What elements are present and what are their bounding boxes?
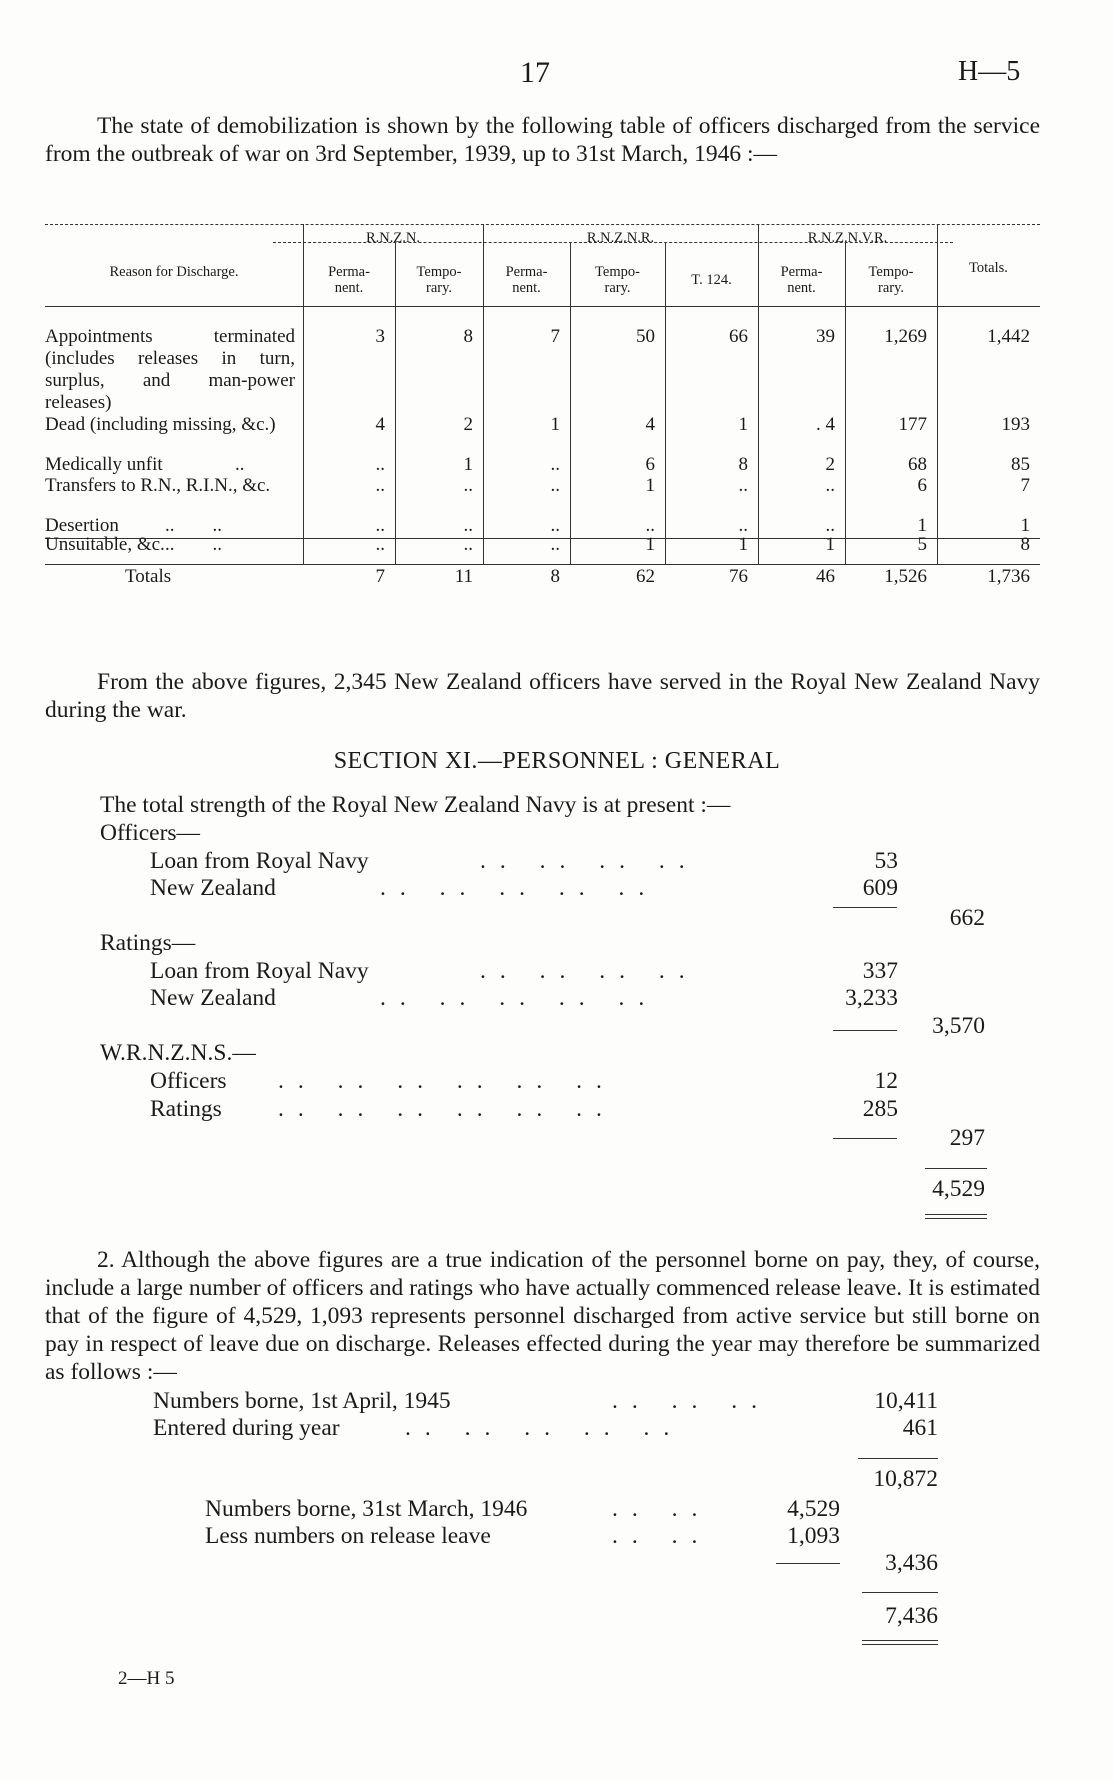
table-cell: .. — [463, 475, 473, 496]
table-cell: 1 — [1020, 515, 1030, 536]
borne-1945-label: Numbers borne, 1st April, 1945 — [153, 1388, 451, 1414]
group-header-rnzn: R.N.Z.N. — [366, 230, 420, 246]
table-cell: 6 — [645, 454, 655, 475]
section-title: SECTION XI.—PERSONNEL : GENERAL — [333, 748, 781, 774]
entered-value: 461 — [902, 1415, 938, 1441]
borne-1946-value: 4,529 — [787, 1496, 840, 1522]
wrnzns-ratings-value: 285 — [862, 1096, 898, 1122]
leader-dots: .. .. — [612, 1523, 712, 1549]
subheader: Perma- nent. — [328, 264, 370, 296]
subheader: Tempo- rary. — [595, 264, 640, 296]
table-cell: .. — [738, 515, 748, 536]
table-row-reason: Unsuitable, &c. — [45, 534, 165, 555]
totals-cell: 7 — [375, 566, 385, 587]
leader-dots: .. .. .. .. — [480, 958, 699, 984]
group-header-rnznr: R.N.Z.N.R. — [586, 230, 655, 246]
table-cell: .. — [375, 475, 385, 496]
table-cell: 85 — [1011, 454, 1030, 475]
table-cell: 1 — [917, 515, 927, 536]
table-cell: 8 — [738, 454, 748, 475]
officers-loan-label: Loan from Royal Navy — [150, 848, 369, 874]
less-value: 1,093 — [787, 1523, 840, 1549]
table-cell: .. — [738, 475, 748, 496]
ratings-label: Ratings— — [100, 930, 196, 956]
difference-value: 3,436 — [885, 1550, 938, 1576]
table-cell: .. — [550, 475, 560, 496]
table-cell: .. — [550, 534, 560, 555]
double-rule — [925, 1218, 987, 1219]
wrnzns-officers-label: Officers — [150, 1068, 227, 1094]
officers-loan-value: 53 — [874, 848, 898, 874]
page-code: H—5 — [958, 56, 1021, 87]
intro-text: The state of demobilization is shown by the following table of officers discharged from the service from the outbreak of war on 3rd September, 1939, up to 31st March, 1946 :— — [45, 113, 1040, 167]
leader-dots: .. .. .. .. .. — [380, 875, 659, 901]
page-number: 17 — [520, 56, 550, 89]
table-cell: .. — [550, 454, 560, 475]
table-cell: .. — [645, 515, 655, 536]
wrnzns-label: W.R.N.Z.N.S.— — [100, 1040, 256, 1066]
table-cell: .. — [463, 534, 473, 555]
table-row-reason: Appointments terminated (includes releases in turn, surplus, and man-power releases) — [45, 326, 295, 413]
totals-cell: 46 — [816, 566, 835, 587]
table-cell: 4 — [375, 414, 385, 435]
subheader: Tempo- rary. — [416, 264, 462, 296]
ratings-total: 3,570 — [932, 1013, 985, 1039]
leader-dots: .. .. — [165, 534, 222, 555]
table-cell: .. — [825, 475, 835, 496]
totals-cell: 62 — [636, 566, 655, 587]
table-cell: 2 — [825, 454, 835, 475]
subheader: Tempo- rary. — [868, 264, 914, 296]
leader-dots: .. .. .. — [612, 1388, 771, 1414]
totals-cell: 11 — [454, 566, 473, 587]
ratings-nz-label: New Zealand — [150, 985, 276, 1011]
double-rule — [925, 1214, 987, 1215]
table-cell: .. — [375, 454, 385, 475]
officers-label: Officers— — [100, 820, 201, 846]
discharge-table — [45, 224, 1040, 662]
table-cell: 1,269 — [884, 326, 927, 347]
leader-dots: .. .. — [612, 1496, 712, 1522]
leader-dots: .. .. .. .. .. .. — [278, 1068, 616, 1094]
entered-label: Entered during year — [153, 1415, 340, 1441]
leader-dots: .. .. .. .. .. — [380, 985, 659, 1011]
paragraph-2-text: 2. Although the above figures are a true indication of the personnel borne on pay, they, of course, include a large number of officers and ratings who have actually commenced release leave. It is estimated that of the figure of 4,529, 1,093 represents personnel discharged from active service but still borne on pay in respect of leave due on discharge. Releases effected during the year may therefore be summarized as follows :— — [45, 1247, 1040, 1385]
totals-cell: 1,736 — [987, 566, 1030, 587]
rule — [862, 1592, 938, 1593]
result-value: 7,436 — [885, 1603, 938, 1629]
table-row-reason: Dead (including missing, &c.) — [45, 414, 276, 435]
table-cell: 4 — [645, 414, 655, 435]
table-cell: 193 — [1001, 414, 1030, 435]
ratings-loan-label: Loan from Royal Navy — [150, 958, 369, 984]
table-cell: .. — [375, 515, 385, 536]
group-header-rnznvr: R.N.Z.N.V.R. — [807, 230, 888, 246]
table-cell: 8 — [1020, 534, 1030, 555]
table-cell: 1 — [645, 534, 655, 555]
officers-nz-value: 609 — [862, 875, 898, 901]
totals-cell: 1,526 — [884, 566, 927, 587]
double-rule — [862, 1640, 938, 1641]
table-cell: 50 — [636, 326, 655, 347]
borne-1945-value: 10,411 — [874, 1388, 938, 1414]
table-cell: 2 — [463, 414, 473, 435]
less-label: Less numbers on release leave — [205, 1523, 491, 1549]
table-cell: 66 — [729, 326, 748, 347]
wrnzns-ratings-label: Ratings — [150, 1096, 222, 1122]
table-cell: 6 — [917, 475, 927, 496]
officers-nz-label: New Zealand — [150, 875, 276, 901]
ratings-nz-value: 3,233 — [845, 985, 898, 1011]
table-cell: 5 — [917, 534, 927, 555]
table-cell: 1 — [738, 534, 748, 555]
totals-header: Totals. — [969, 260, 1008, 276]
strength-intro: The total strength of the Royal New Zealand Navy is at present :— — [100, 792, 731, 818]
totals-label: Totals — [125, 566, 172, 587]
table-cell: 68 — [908, 454, 927, 475]
wrnzns-total: 297 — [949, 1125, 985, 1151]
rule — [925, 1168, 987, 1169]
subheader: Perma- nent. — [780, 264, 823, 296]
table-cell: 8 — [463, 326, 473, 347]
reason-header: Reason for Discharge. — [109, 264, 239, 280]
table-row-reason: Medically unfit — [45, 454, 163, 475]
leader-dots: .. .. — [165, 515, 222, 536]
table-cell: 1 — [463, 454, 473, 475]
totals-cell: 76 — [729, 566, 748, 587]
page-footer: 2—H 5 — [118, 1668, 175, 1689]
table-cell: 177 — [898, 414, 927, 435]
subtotal-value: 10,872 — [873, 1466, 938, 1492]
officers-total: 662 — [949, 905, 985, 931]
double-rule — [862, 1644, 938, 1645]
subheader: T. 124. — [691, 272, 732, 288]
table-row-reason: Desertion — [45, 515, 119, 536]
totals-cell: 8 — [550, 566, 560, 587]
table-cell: 1 — [738, 414, 748, 435]
table-cell: 7 — [550, 326, 560, 347]
table-cell: 1 — [825, 534, 835, 555]
table-cell: 1 — [645, 475, 655, 496]
intro-paragraph — [45, 112, 1040, 168]
table-cell: 1 — [550, 414, 560, 435]
subheader: Perma- nent. — [505, 264, 548, 296]
table-cell: 7 — [1020, 475, 1030, 496]
borne-1946-label: Numbers borne, 31st March, 1946 — [205, 1496, 528, 1522]
table-cell: .. — [550, 515, 560, 536]
paragraph-2 — [45, 1246, 1040, 1386]
leader-dots: .. .. .. .. — [480, 848, 699, 874]
after-table-paragraph — [45, 668, 1040, 724]
leader-dots: .. — [235, 454, 245, 475]
leader-dots: .. .. .. .. .. — [405, 1415, 684, 1441]
wrnzns-officers-value: 12 — [874, 1068, 898, 1094]
table-cell: . 4 — [816, 414, 835, 435]
grand-total: 4,529 — [932, 1176, 985, 1202]
table-cell: 3 — [375, 326, 385, 347]
after-table-text: From the above figures, 2,345 New Zealand officers have served in the Royal New Zealand Navy during the war. — [45, 669, 1040, 723]
ratings-loan-value: 337 — [862, 958, 898, 984]
table-cell: 39 — [816, 326, 835, 347]
table-cell: .. — [463, 515, 473, 536]
table-cell: .. — [375, 534, 385, 555]
rule — [776, 1563, 840, 1564]
table-row-reason: Transfers to R.N., R.I.N., &c. — [45, 475, 271, 496]
table-cell: 1,442 — [987, 326, 1030, 347]
table-cell: .. — [825, 515, 835, 536]
leader-dots: .. .. .. .. .. .. — [278, 1096, 616, 1122]
rule — [858, 1458, 938, 1459]
